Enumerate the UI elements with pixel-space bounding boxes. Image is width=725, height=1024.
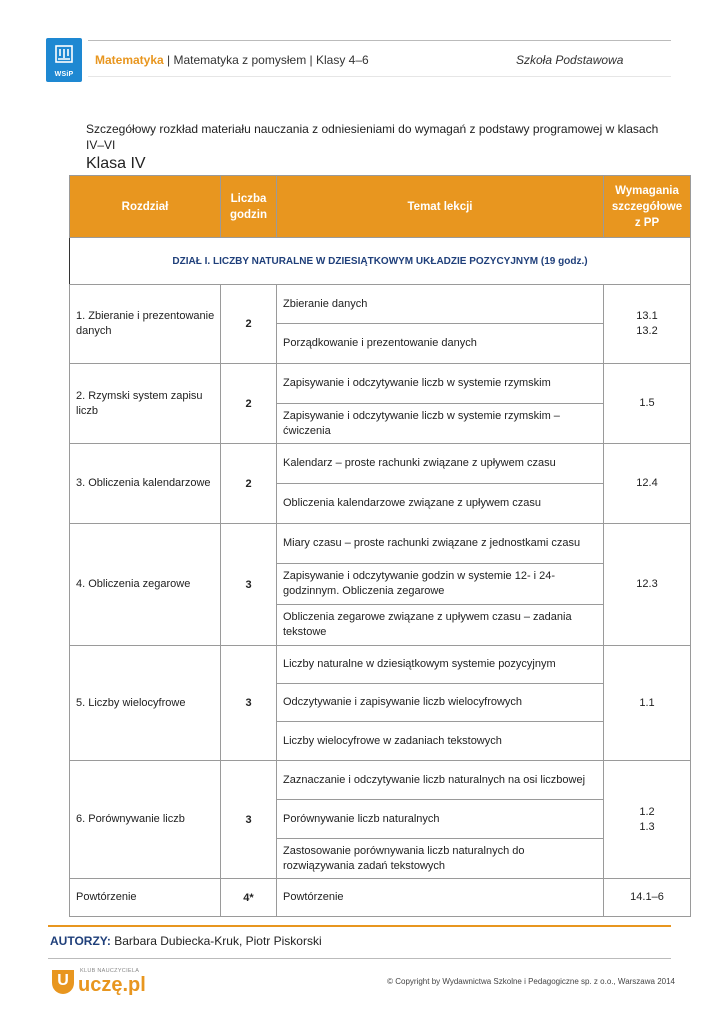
table-row bbox=[70, 444, 691, 484]
section-title: DZIAŁ I. LICZBY NATURALNE W DZIESIĄTKOWYM UKŁADZIE POZYCYJNYM (19 godz.) bbox=[70, 238, 691, 285]
rozdzial-cell: 2. Rzymski system zapisu liczb bbox=[70, 364, 221, 444]
rozdzial-cell: 6. Porównywanie liczb bbox=[70, 761, 221, 879]
godzin-cell: 4* bbox=[221, 879, 277, 917]
table-row bbox=[70, 364, 691, 404]
u-logo-icon: U bbox=[52, 970, 74, 994]
wymagania-cell: 13.1 13.2 bbox=[604, 285, 691, 364]
header-temat: Temat lekcji bbox=[277, 176, 604, 238]
logo-club-text: KLUB NAUCZYCIELA bbox=[80, 968, 140, 974]
header-wymagania: Wymagania szczegółowe z PP bbox=[604, 176, 691, 238]
rozdzial-cell: 3. Obliczenia kalendarzowe bbox=[70, 444, 221, 524]
temat-cell: Zbieranie danych bbox=[277, 285, 604, 324]
table-row bbox=[70, 524, 691, 564]
rozdzial-cell: Powtórzenie bbox=[70, 879, 221, 917]
temat-cell: Zastosowanie porównywania liczb naturalnych do rozwiązywania zadań tekstowych bbox=[277, 839, 604, 879]
godzin-cell: 3 bbox=[221, 761, 277, 879]
temat-cell: Zapisywanie i odczytywanie godzin w systemie 12- i 24-godzinnym. Obliczenia zegarowe bbox=[277, 564, 604, 605]
authors-names: Barbara Dubiecka-Kruk, Piotr Piskorski bbox=[110, 934, 322, 948]
section-row bbox=[70, 238, 691, 285]
temat-cell: Miary czasu – proste rachunki związane z jednostkami czasu bbox=[277, 524, 604, 564]
copyright: © Copyright by Wydawnictwa Szkolne i Pedagogiczne sp. z o.o., Warszawa 2014 bbox=[387, 977, 675, 986]
temat-cell: Obliczenia zegarowe związane z upływem czasu – zadania tekstowe bbox=[277, 605, 604, 646]
wymagania-cell: 1.2 1.3 bbox=[604, 761, 691, 879]
temat-cell: Zapisywanie i odczytywanie liczb w systemie rzymskim bbox=[277, 364, 604, 404]
godzin-cell: 2 bbox=[221, 364, 277, 444]
header-liczba: Liczba godzin bbox=[221, 176, 277, 238]
ucze-pl-logo bbox=[50, 966, 150, 998]
header-rule-top bbox=[88, 40, 671, 41]
temat-cell: Zapisywanie i odczytywanie liczb w systemie rzymskim – ćwiczenia bbox=[277, 404, 604, 444]
header-rozdzial: Rozdział bbox=[70, 176, 221, 238]
rozdzial-cell: 1. Zbieranie i prezentowanie danych bbox=[70, 285, 221, 364]
temat-cell: Powtórzenie bbox=[277, 879, 604, 917]
wymagania-cell: 12.4 bbox=[604, 444, 691, 524]
intro-text: Szczegółowy rozkład materiału nauczania z odniesieniami do wymagań z podstawy programowej w klasach IV–VI bbox=[86, 122, 659, 152]
authors-label: AUTORZY: bbox=[50, 934, 111, 948]
table-header-row bbox=[70, 176, 691, 238]
wymagania-cell: 12.3 bbox=[604, 524, 691, 646]
godzin-cell: 3 bbox=[221, 646, 277, 761]
table-row bbox=[70, 285, 691, 324]
temat-cell: Kalendarz – proste rachunki związane z upływem czasu bbox=[277, 444, 604, 484]
rozdzial-cell: 5. Liczby wielocyfrowe bbox=[70, 646, 221, 761]
godzin-cell: 3 bbox=[221, 524, 277, 646]
table-row bbox=[70, 761, 691, 800]
wymagania-cell: 1.5 bbox=[604, 364, 691, 444]
wsip-logo bbox=[46, 38, 82, 82]
footer-rule bbox=[48, 958, 671, 959]
table-row bbox=[70, 879, 691, 917]
table-row bbox=[70, 646, 691, 684]
subject-name: Matematyka bbox=[95, 53, 164, 67]
course-name: | Matematyka z pomysłem | Klasy 4–6 bbox=[163, 53, 369, 67]
temat-cell: Liczby naturalne w dziesiątkowym systemie pozycyjnym bbox=[277, 646, 604, 684]
wsip-logo-mark-icon bbox=[54, 44, 74, 64]
temat-cell: Porównywanie liczb naturalnych bbox=[277, 800, 604, 839]
temat-cell: Obliczenia kalendarzowe związane z upływem czasu bbox=[277, 484, 604, 524]
header-rule-bottom bbox=[88, 76, 671, 77]
godzin-cell: 2 bbox=[221, 285, 277, 364]
logo-name-text: uczę.pl bbox=[78, 974, 146, 996]
curriculum-table bbox=[69, 175, 691, 917]
logo-text: WSiP bbox=[54, 71, 74, 78]
class-heading: Klasa IV bbox=[86, 155, 146, 172]
temat-cell: Porządkowanie i prezentowanie danych bbox=[277, 324, 604, 364]
wymagania-cell: 14.1–6 bbox=[604, 879, 691, 917]
header-subject bbox=[95, 53, 369, 67]
temat-cell: Zaznaczanie i odczytywanie liczb naturalnych na osi liczbowej bbox=[277, 761, 604, 800]
header-school: Szkoła Podstawowa bbox=[516, 53, 624, 67]
rozdzial-cell: 4. Obliczenia zegarowe bbox=[70, 524, 221, 646]
wymagania-cell: 1.1 bbox=[604, 646, 691, 761]
godzin-cell: 2 bbox=[221, 444, 277, 524]
footer-rule-accent bbox=[48, 925, 671, 927]
authors bbox=[50, 934, 322, 948]
temat-cell: Liczby wielocyfrowe w zadaniach tekstowych bbox=[277, 722, 604, 761]
temat-cell: Odczytywanie i zapisywanie liczb wielocyfrowych bbox=[277, 684, 604, 722]
